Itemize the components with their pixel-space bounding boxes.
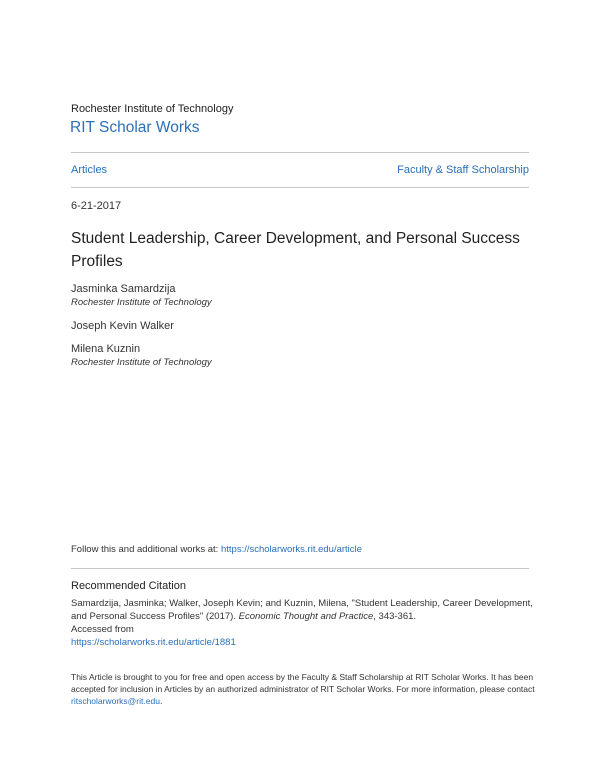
faculty-staff-scholarship-link[interactable]: Faculty & Staff Scholarship — [397, 164, 529, 176]
publication-date: 6-21-2017 — [71, 200, 122, 212]
follow-line — [71, 544, 362, 555]
divider-nav — [71, 187, 529, 188]
divider-top — [71, 152, 529, 153]
footer-end: . — [159, 696, 163, 706]
citation-accessed: Accessed from — [71, 624, 134, 635]
citation-journal: Economic Thought and Practice — [238, 611, 374, 622]
citation-url-link[interactable]: https://scholarworks.rit.edu/article/1881 — [71, 637, 236, 648]
footer-notice — [71, 671, 541, 707]
citation-pages: , 343-361. — [373, 611, 417, 622]
contact-email-link[interactable]: ritscholarworks@rit.edu — [71, 696, 160, 706]
institution-name: Rochester Institute of Technology — [71, 103, 234, 115]
follow-url-link[interactable]: https://scholarworks.rit.edu/article — [220, 544, 362, 555]
citation-block — [71, 597, 541, 649]
follow-prefix: Follow this and additional works at: — [71, 544, 221, 555]
author-affiliation: Rochester Institute of Technology — [71, 297, 212, 308]
article-title: Student Leadership, Career Development, and Personal Success Profiles — [71, 230, 520, 270]
recommended-citation-heading: Recommended Citation — [71, 580, 186, 592]
footer-text: This Article is brought to you for free and open access by the Faculty & Staff Scholarship at RIT Scholar Works. It has been accepted for inclusion in Articles by an authorized administrator of RIT Scholar Works. For more information, please contact — [71, 672, 535, 694]
repository-link[interactable]: RIT Scholar Works — [70, 119, 200, 136]
citation-text: Samardzija, Jasminka; Walker, Joseph Kevin; and Kuznin, Milena, "Student Leadership, Career Development, and Personal Success Profiles" (2017). — [71, 598, 533, 622]
author-affiliation: Rochester Institute of Technology — [71, 357, 212, 368]
author-name: Milena Kuznin — [71, 343, 141, 355]
author-name: Jasminka Samardzija — [71, 283, 176, 295]
author-name: Joseph Kevin Walker — [71, 320, 174, 332]
divider-citation — [71, 568, 529, 569]
articles-link[interactable]: Articles — [71, 164, 108, 176]
